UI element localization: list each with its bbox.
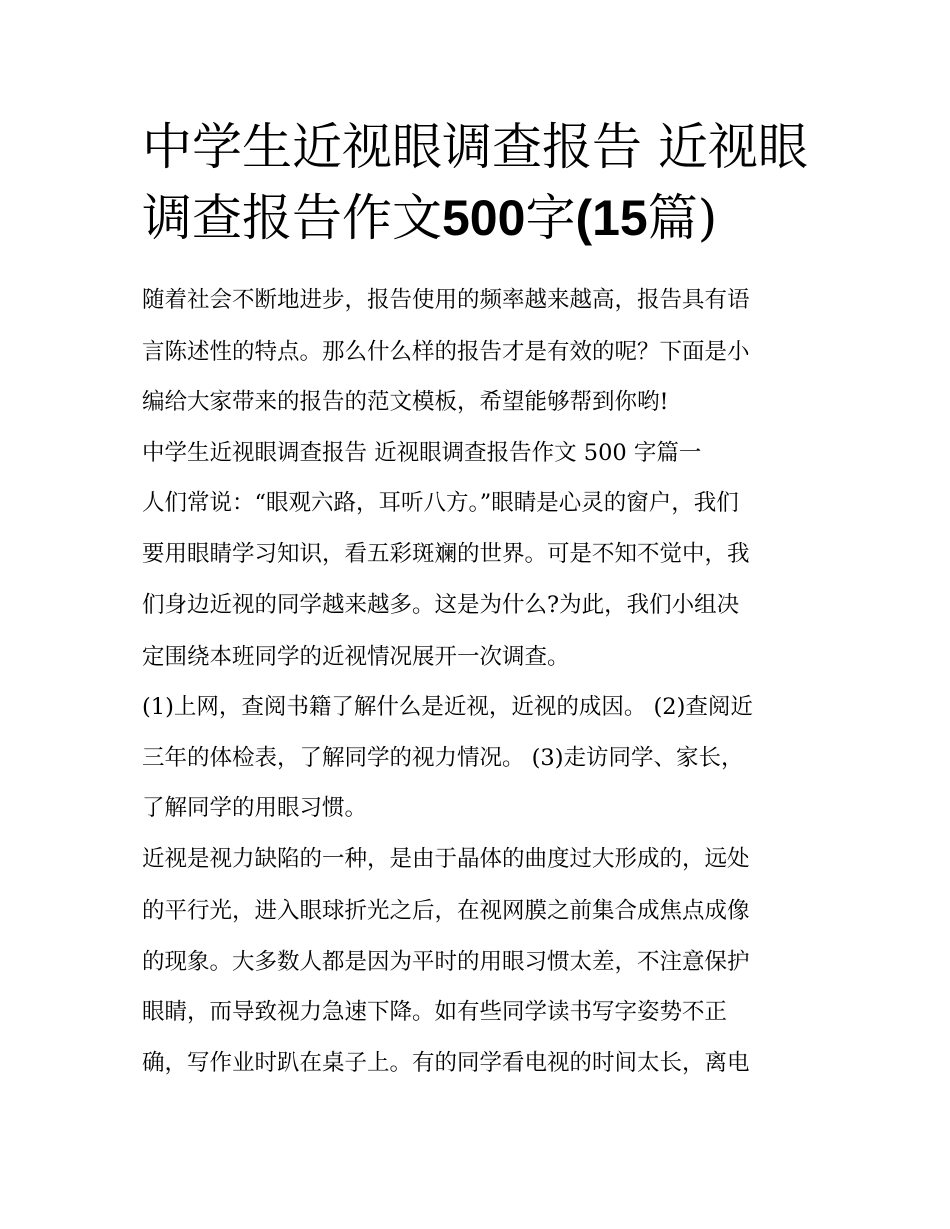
document-title	[142, 112, 822, 254]
title-line-1: 中学生近视眼调查报告 近视眼	[142, 118, 808, 176]
body-line: 编给大家带来的报告的范文模板，希望能够帮到你哟!	[142, 389, 669, 415]
title-number-15: (15	[575, 190, 648, 246]
body-line: 确，写作业时趴在桌子上。有的同学看电视的时间太长，离电	[142, 1050, 750, 1076]
body-line: 要用眼睛学习知识，看五彩斑斓的世界。可是不知不觉中，我	[142, 541, 750, 567]
title-number-500: 500	[442, 190, 526, 246]
body-line: 定围绕本班同学的近视情况展开一次调查。	[142, 644, 570, 670]
body-line: 言陈述性的特点。那么什么样的报告才是有效的呢？下面是小	[142, 339, 750, 365]
body-line: 随着社会不断地进步，报告使用的频率越来越高，报告具有语	[142, 287, 750, 313]
title-line-2-prefix: 调查报告作文	[142, 189, 442, 247]
body-line: (1)上网，查阅书籍了解什么是近视，近视的成因。 (2)查阅近	[142, 694, 753, 720]
body-line: 了解同学的用眼习惯。	[142, 795, 368, 821]
title-line-2-mid: 字	[525, 189, 576, 247]
title-line-2-suffix: 篇)	[647, 189, 718, 247]
body-line: 三年的体检表，了解同学的视力情况。 (3)走访同学、家长，	[142, 745, 744, 771]
body-line: 们身边近视的同学越来越多。这是为什么?为此，我们小组决	[142, 592, 740, 618]
body-line: 近视是视力缺陷的一种，是由于晶体的曲度过大形成的，远处	[142, 846, 750, 872]
body-line: 的平行光，进入眼球折光之后，在视网膜之前集合成焦点成像	[142, 898, 750, 924]
section-heading: 中学生近视眼调查报告 近视眼调查报告作文 500 字篇一	[142, 440, 702, 466]
body-line: 人们常说：“眼观六路，耳听八方。”眼睛是心灵的窗户，我们	[142, 490, 739, 516]
body-line: 眼睛，而导致视力急速下降。如有些同学读书写字姿势不正	[142, 999, 728, 1025]
body-line: 的现象。大多数人都是因为平时的用眼习惯太差，不注意保护	[142, 949, 750, 975]
